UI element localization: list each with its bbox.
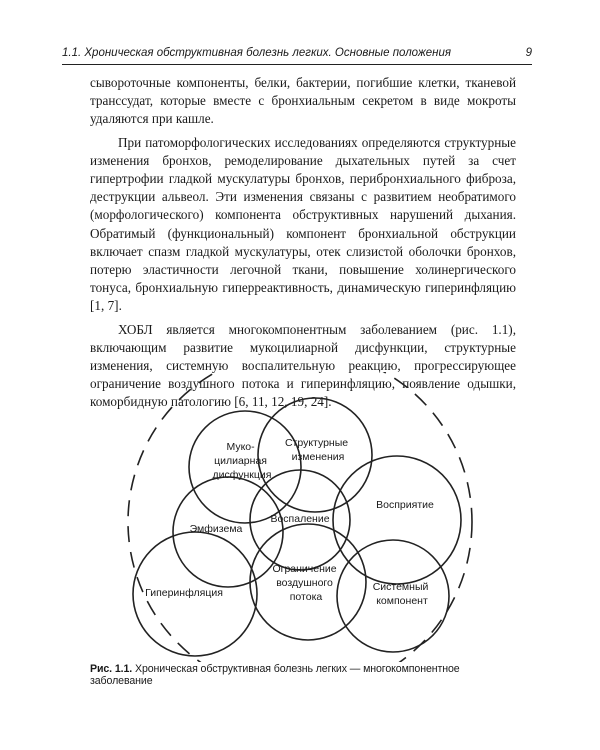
label-perception-line-1: Восприятие (376, 499, 434, 511)
label-airflow-line-1: Ограничение (272, 563, 337, 575)
label-mucociliary (213, 441, 272, 481)
caption-text: Хроническая обструктивная болезнь легких — многокомпонентное заболевание (90, 663, 460, 687)
figure-caption (90, 663, 520, 687)
page-number: 9 (525, 47, 532, 59)
label-structural (285, 437, 351, 463)
label-airflow-line-2: воздушного (276, 577, 333, 589)
label-inflammation (270, 513, 329, 525)
label-mucociliary-line-3: дисфункция (212, 469, 272, 481)
label-systemic-line-2: компонент (376, 595, 428, 607)
label-systemic (373, 581, 432, 607)
diagram-svg (60, 372, 540, 662)
paragraph-1: сывороточные компоненты, белки, бактерии, погибшие клетки, тканевой транссудат, которые вместе с бронхиальным секретом в виде мокроты удаляются при кашле. (90, 75, 516, 127)
body-text (90, 74, 516, 417)
label-hyperinflation (145, 587, 223, 599)
paragraph-3: ХОБЛ является многокомпонентным заболеванием (рис. 1.1), включающим развитие мукоцилиарной дисфункции, структурные изменения, системную воспалительную реакцию, прогрессирующее ограничение воздушного потока и гиперинфляцию, появление одышки, коморбидную патологию [6, 11, 12, 19, 24]. (90, 321, 516, 410)
circle-perception (333, 456, 461, 584)
label-mucociliary-line-1: Муко- (226, 441, 255, 453)
label-perception (376, 499, 434, 511)
running-header (62, 44, 532, 65)
label-emphysema-line-1: Эмфизема (189, 523, 243, 535)
label-structural-line-1: Структурные (284, 437, 349, 449)
label-structural-line-2: изменения (291, 451, 345, 463)
label-systemic-line-1: Системный (372, 581, 429, 593)
paragraph-2: При патоморфологических исследованиях определяются структурные изменения бронхов, ремоделирование дыхательных путей за счет гипертрофии гладкой мускулатуры бронхов, перибронхиального фиброза, деструкции альвеол. Эти изменения связаны с развитием необратимого (морфологического) компонента обструктивных нарушений дыхания. Обратимый (функциональный) компонент бронхиальной обструкции включает спазм гладкой мускулатуры, отек слизистой оболочки бронхов, потерю эластичности легочной ткани, повышение холинергического тонуса, бронхиальную гиперреактивность, динамическую гиперинфляцию [1, 7]. (90, 134, 516, 314)
circle-mucociliary (189, 411, 301, 523)
label-emphysema (190, 523, 243, 535)
copd-components-diagram (60, 372, 540, 662)
label-inflammation-line-1: Воспаление (270, 513, 330, 525)
label-airflow-line-3: потока (289, 591, 323, 603)
label-airflow (272, 563, 339, 603)
caption-label: Рис. 1.1. (90, 663, 133, 675)
label-hyperinflation-line-1: Гиперинфляция (145, 587, 223, 599)
header-title: 1.1. Хроническая обструктивная болезнь легких. Основные положения (62, 47, 452, 59)
label-mucociliary-line-2: цилиарная (214, 455, 267, 467)
